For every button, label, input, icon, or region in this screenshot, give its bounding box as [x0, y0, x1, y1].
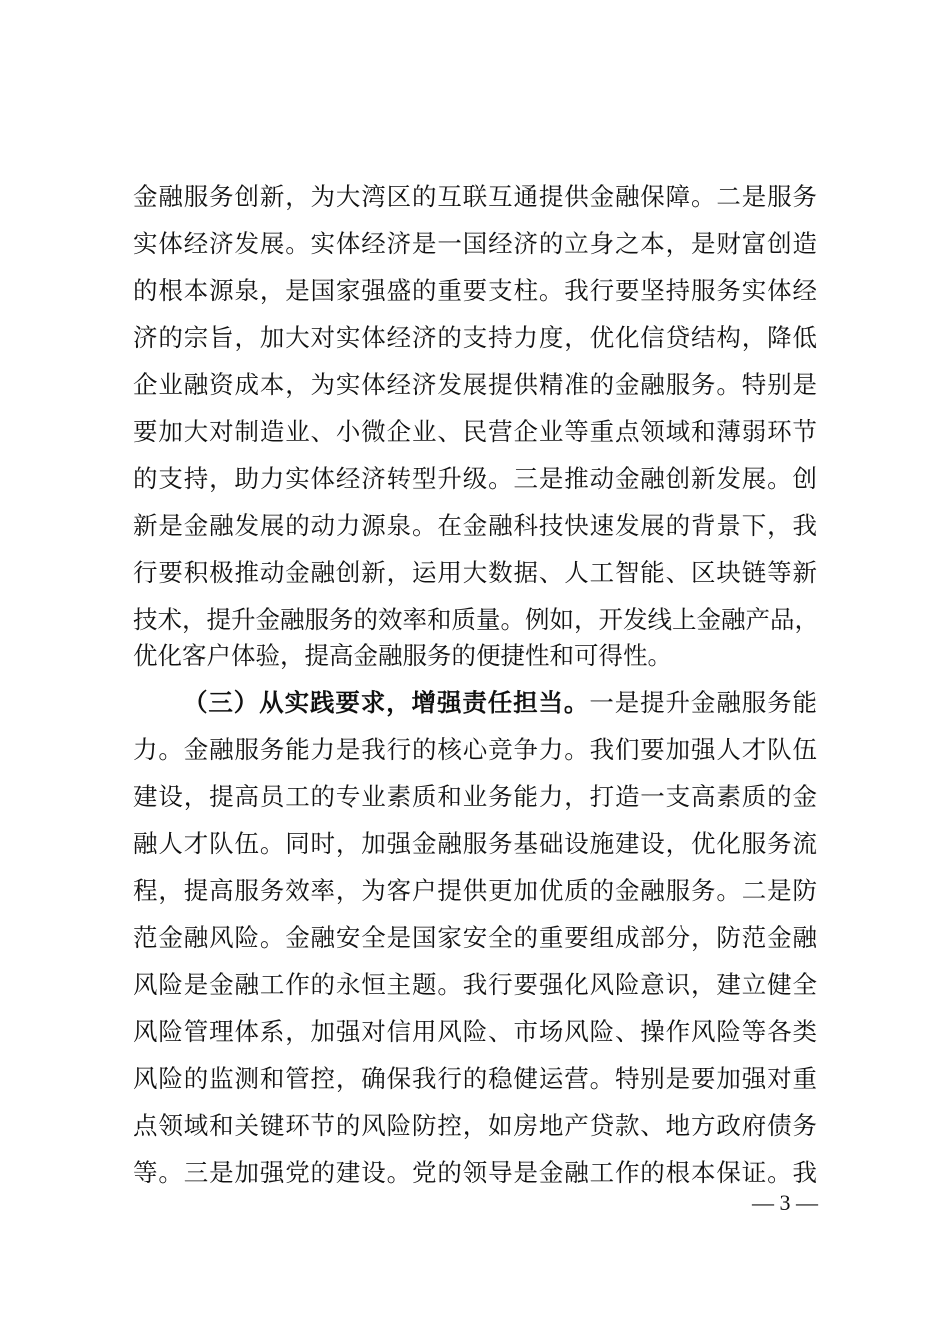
- paragraph-line: 风险是金融工作的永恒主题。我行要强化风险意识，建立健全: [133, 970, 817, 999]
- section-three-first-line: [183, 681, 817, 725]
- paragraph-line: 风险管理体系，加强对信用风险、市场风险、操作风险等各类: [133, 1017, 817, 1046]
- paragraph-line: 新是金融发展的动力源泉。在金融科技快速发展的背景下，我: [133, 511, 817, 540]
- paragraph-line: 融人才队伍。同时，加强金融服务基础设施建设，优化服务流: [133, 829, 817, 858]
- paragraph-line: 程，提高服务效率，为客户提供更加优质的金融服务。二是防: [133, 876, 817, 905]
- paragraph-line: 济的宗旨，加大对实体经济的支持力度，优化信贷结构，降低: [133, 323, 817, 352]
- paragraph-line: 行要积极推动金融创新，运用大数据、人工智能、区块链等新: [133, 558, 817, 587]
- paragraph-line: 技术，提升金融服务的效率和质量。例如，开发线上金融产品，: [133, 605, 819, 634]
- section-three-heading: （三）从实践要求，增强责任担当。: [183, 688, 590, 717]
- section-three-line-rest: 一是提升金融服务能: [589, 688, 818, 717]
- paragraph-line: 的支持，助力实体经济转型升级。三是推动金融创新发展。创: [133, 464, 817, 493]
- paragraph-line: 建设，提高员工的专业素质和业务能力，打造一支高素质的金: [133, 782, 817, 811]
- paragraph-line: 点领域和关键环节的风险防控，如房地产贷款、地方政府债务: [133, 1111, 817, 1140]
- paragraph-line: 要加大对制造业、小微企业、民营企业等重点领域和薄弱环节: [133, 417, 817, 446]
- paragraph-line: 优化客户体验，提高金融服务的便捷性和可得性。: [133, 641, 672, 670]
- paragraph-line: 力。金融服务能力是我行的核心竞争力。我们要加强人才队伍: [133, 735, 817, 764]
- paragraph-line: 风险的监测和管控，确保我行的稳健运营。特别是要加强对重: [133, 1064, 817, 1093]
- paragraph-line: 的根本源泉，是国家强盛的重要支柱。我行要坚持服务实体经: [133, 276, 817, 305]
- paragraph-line: 金融服务创新，为大湾区的互联互通提供金融保障。二是服务: [133, 182, 817, 211]
- page-number: — 3 —: [752, 1190, 818, 1215]
- paragraph-line: 范金融风险。金融安全是国家安全的重要组成部分，防范金融: [133, 923, 817, 952]
- paragraph-line: 实体经济发展。实体经济是一国经济的立身之本，是财富创造: [133, 229, 817, 258]
- paragraph-line: 企业融资成本，为实体经济发展提供精准的金融服务。特别是: [133, 370, 817, 399]
- paragraph-line: 等。三是加强党的建设。党的领导是金融工作的根本保证。我: [133, 1158, 817, 1187]
